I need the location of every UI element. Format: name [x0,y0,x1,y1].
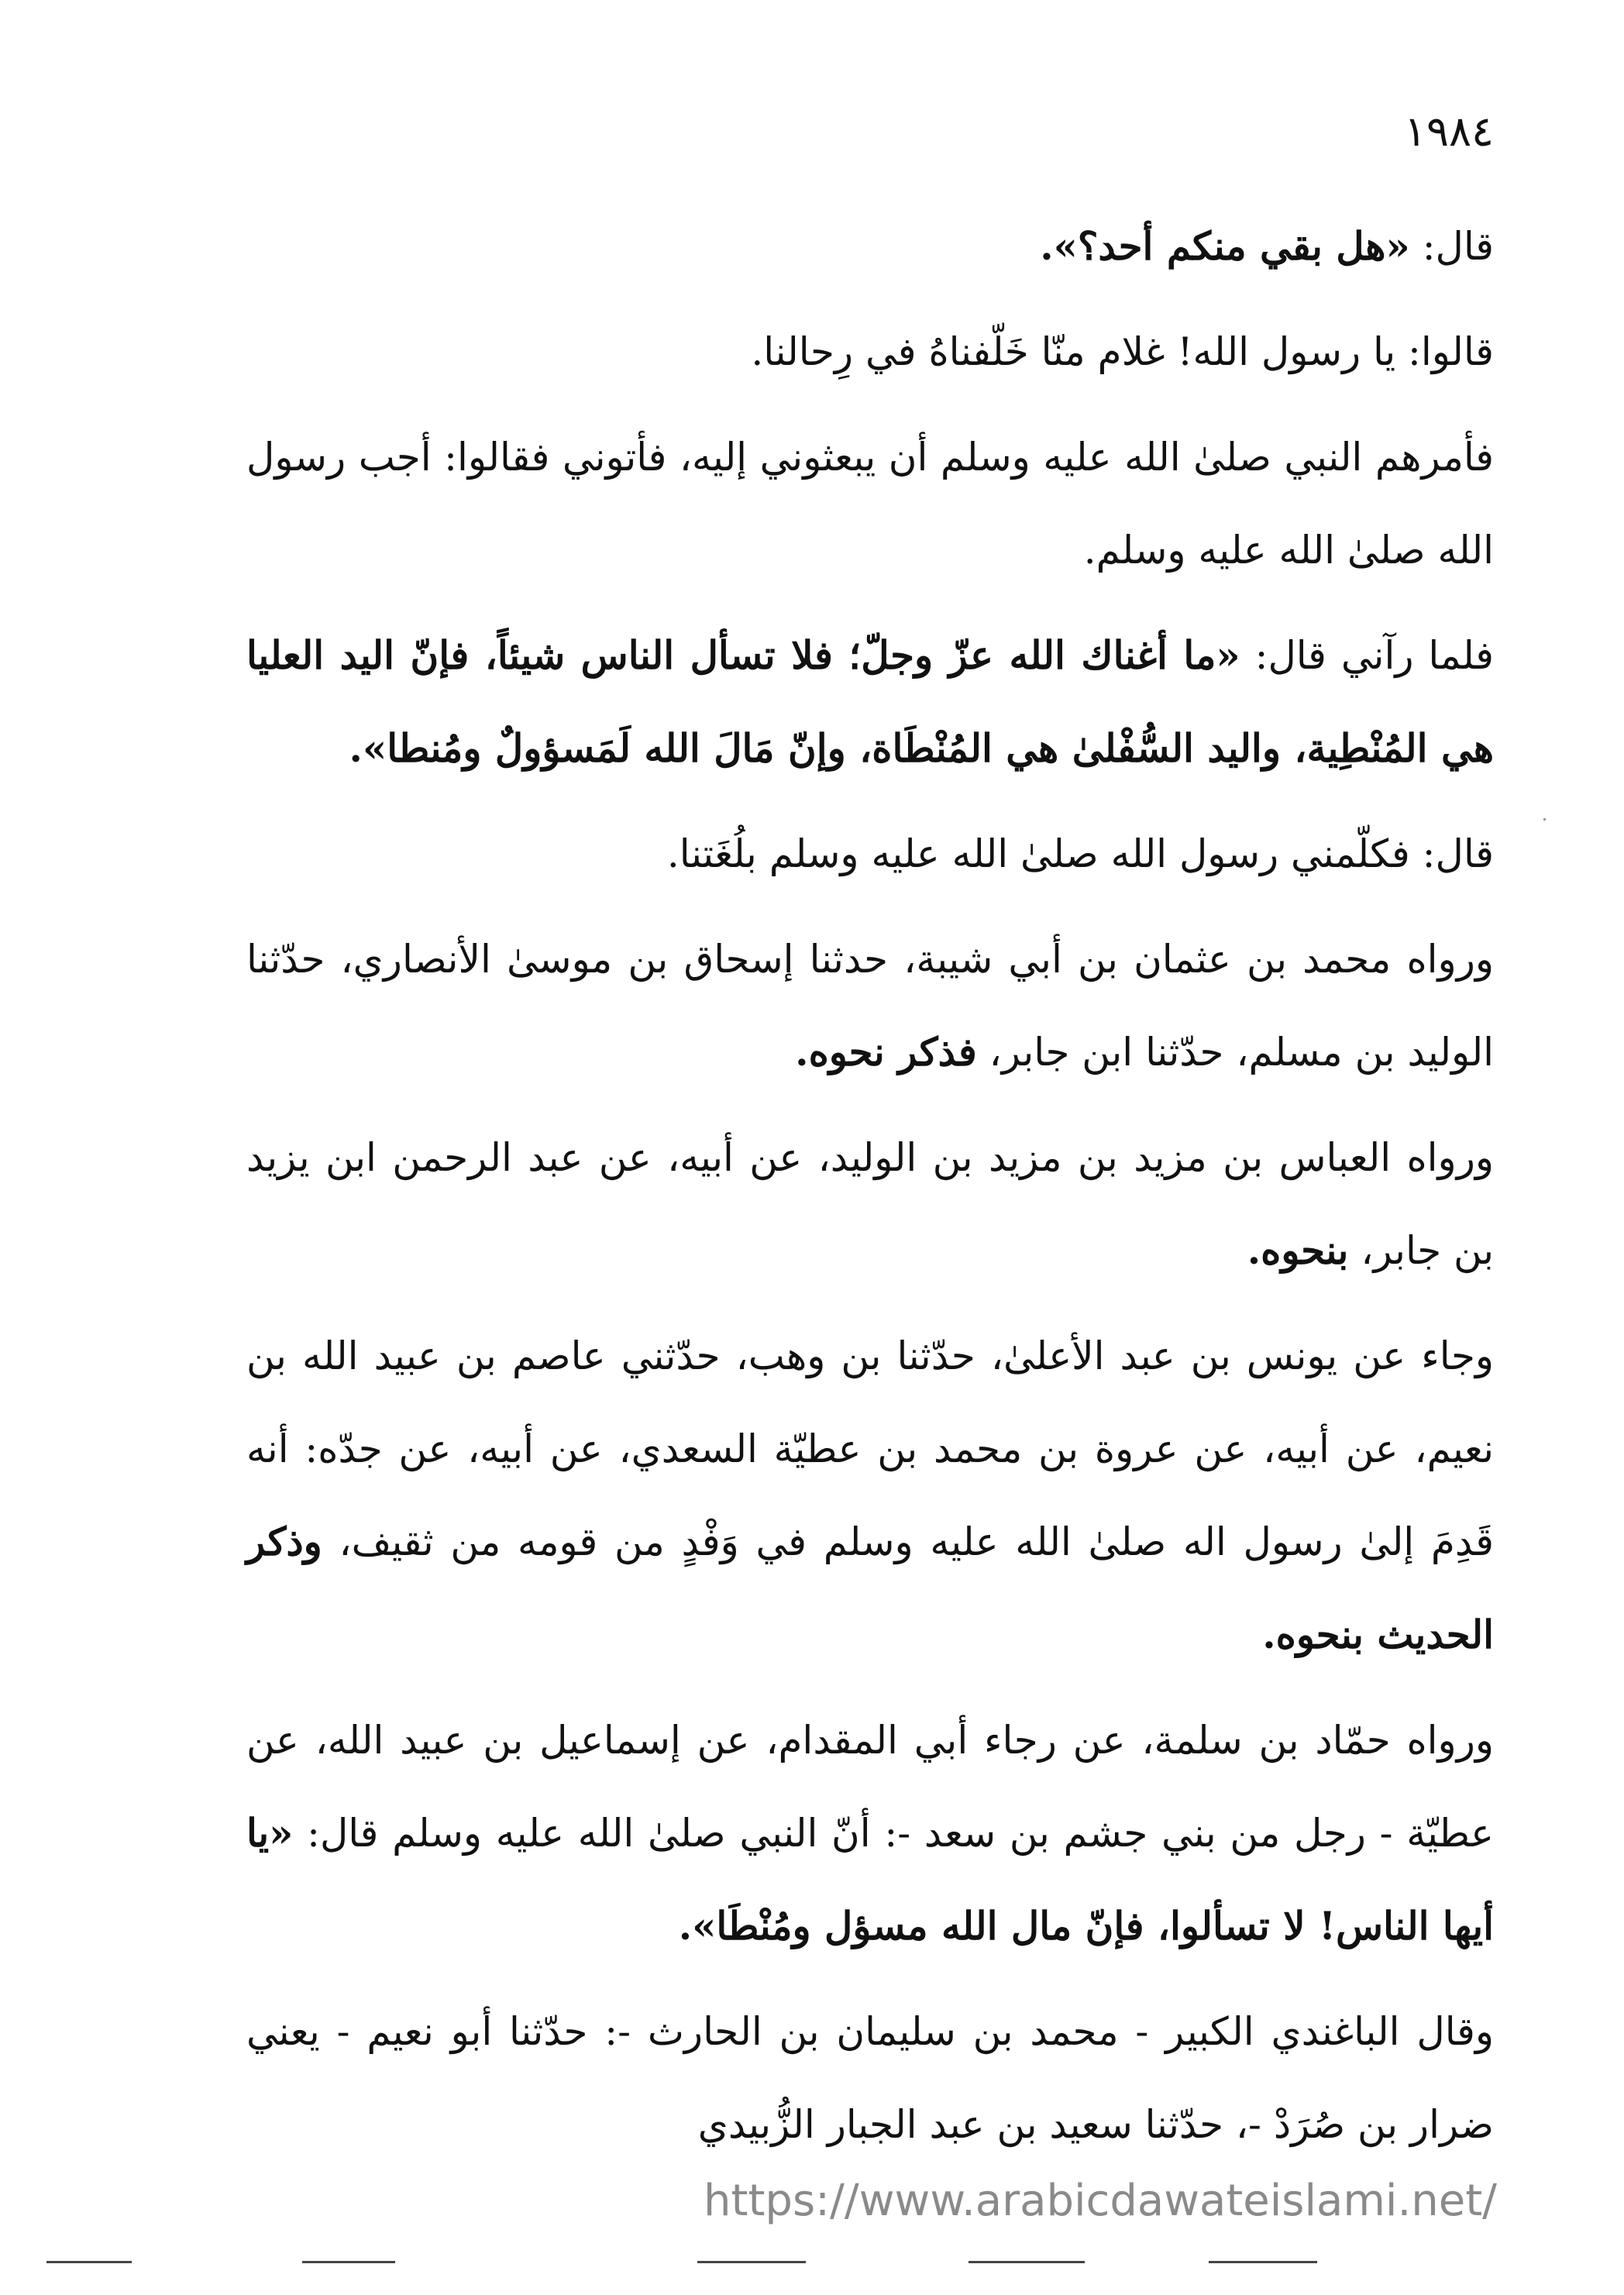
bottom-rule-5 [1209,2261,1317,2263]
margin-mark [1543,818,1546,821]
paragraph-6 [246,913,1494,1099]
paragraph-5 [246,807,1494,900]
paragraph-9 [246,1694,1494,1973]
paragraph-8-text: وجاء عن يونس بن عبد الأعلىٰ، حدّثنا بن وهب، حدّثني عاصم بن عبيد الله بن نعيم، عن أبيه، عن عروة بن محمد بن عطيّة السعدي، عن أبيه، عن جدّه: أنه قَدِمَ إلىٰ رسول اله صلىٰ الله عليه وسلم في وَفْدٍ من قومه من ثقيف، [246,1333,1494,1564]
paragraph-1 [246,200,1494,293]
bottom-rule-2 [302,2261,395,2263]
paragraph-10 [246,1985,1494,2171]
paragraph-7 [246,1111,1494,1297]
paragraph-2-text: قالوا: يا رسول الله! غلام منّا خَلّفناهُ في رِحالنا. [751,329,1494,374]
paragraph-4 [246,609,1494,795]
paragraph-3-text: فأمرهم النبي صلىٰ الله عليه وسلم أن يبعثوني إليه، فأتوني فقالوا: أجب رسول الله صلىٰ الله عليه وسلم. [246,435,1494,573]
paragraph-1-hadith-quote: «هل بقي منكم أحد؟». [1040,223,1410,269]
body-text [246,200,1494,2183]
paragraph-7-text: ورواه العباس بن مزيد بن مزيد بن الوليد، عن أبيه، عن عبد الرحمن ابن يزيد بن جابر، [246,1135,1494,1273]
paragraph-3 [246,411,1494,597]
bottom-rule-4 [969,2261,1085,2263]
paragraph-5-text: قال: فكلّمني رسول الله صلىٰ الله عليه وسلم بلُغَتنا. [666,831,1494,876]
paragraph-6-text: ورواه محمد بن عثمان بن أبي شيبة، حدثنا إسحاق بن موسىٰ الأنصاري، حدّثنا الوليد بن مسلم، حدّثنا ابن جابر، [246,937,1494,1075]
paragraph-7-bold-text: بنحوه. [1247,1227,1349,1273]
page-number: ١٩٨٤ [1403,107,1494,156]
footer-url: https://www.arabicdawateislami.net/ [704,2176,1498,2226]
bottom-rule-1 [46,2261,132,2263]
paragraph-10-text: وقال الباغندي الكبير - محمد بن سليمان بن الحارث -: حدّثنا أبو نعيم - يعني ضرار بن صُرَدْ -، حدّثنا سعيد بن عبد الجبار الزُّبيدي [246,2009,1494,2147]
paragraph-4-text: فلما رآني قال: [1240,633,1495,678]
paragraph-8-bold-text: وذكر الحديث بنحوه. [246,1519,1494,1657]
paragraph-4-hadith-quote: «ما أغناك الله عزّ وجلّ؛ فلا تسأل الناس شيئاً، فإنّ اليد العليا هي المُنْطِية، واليد السُّفْلىٰ هي المُنْطَاة، وإنّ مَالَ الله لَمَسؤولٌ ومُنطا». [246,632,1494,771]
paragraph-9-text: ورواه حمّاد بن سلمة، عن رجاء أبي المقدام، عن إسماعيل بن عبيد الله، عن عطيّة - رجل من بني جشم بن سعد -: أنّ النبي صلىٰ الله عليه وسلم قال: [246,1718,1494,1856]
paragraph-2 [246,305,1494,398]
paragraph-6-bold-text: فذكر نحوه. [795,1029,977,1075]
bottom-rule-3 [697,2261,806,2263]
paragraph-9-hadith-quote: «يا أيها الناس! لا تسألوا، فإنّ مال الله مسؤل ومُنْطَا». [246,1810,1494,1949]
paragraph-8 [246,1309,1494,1681]
paragraph-1-text: قال: [1409,224,1494,269]
